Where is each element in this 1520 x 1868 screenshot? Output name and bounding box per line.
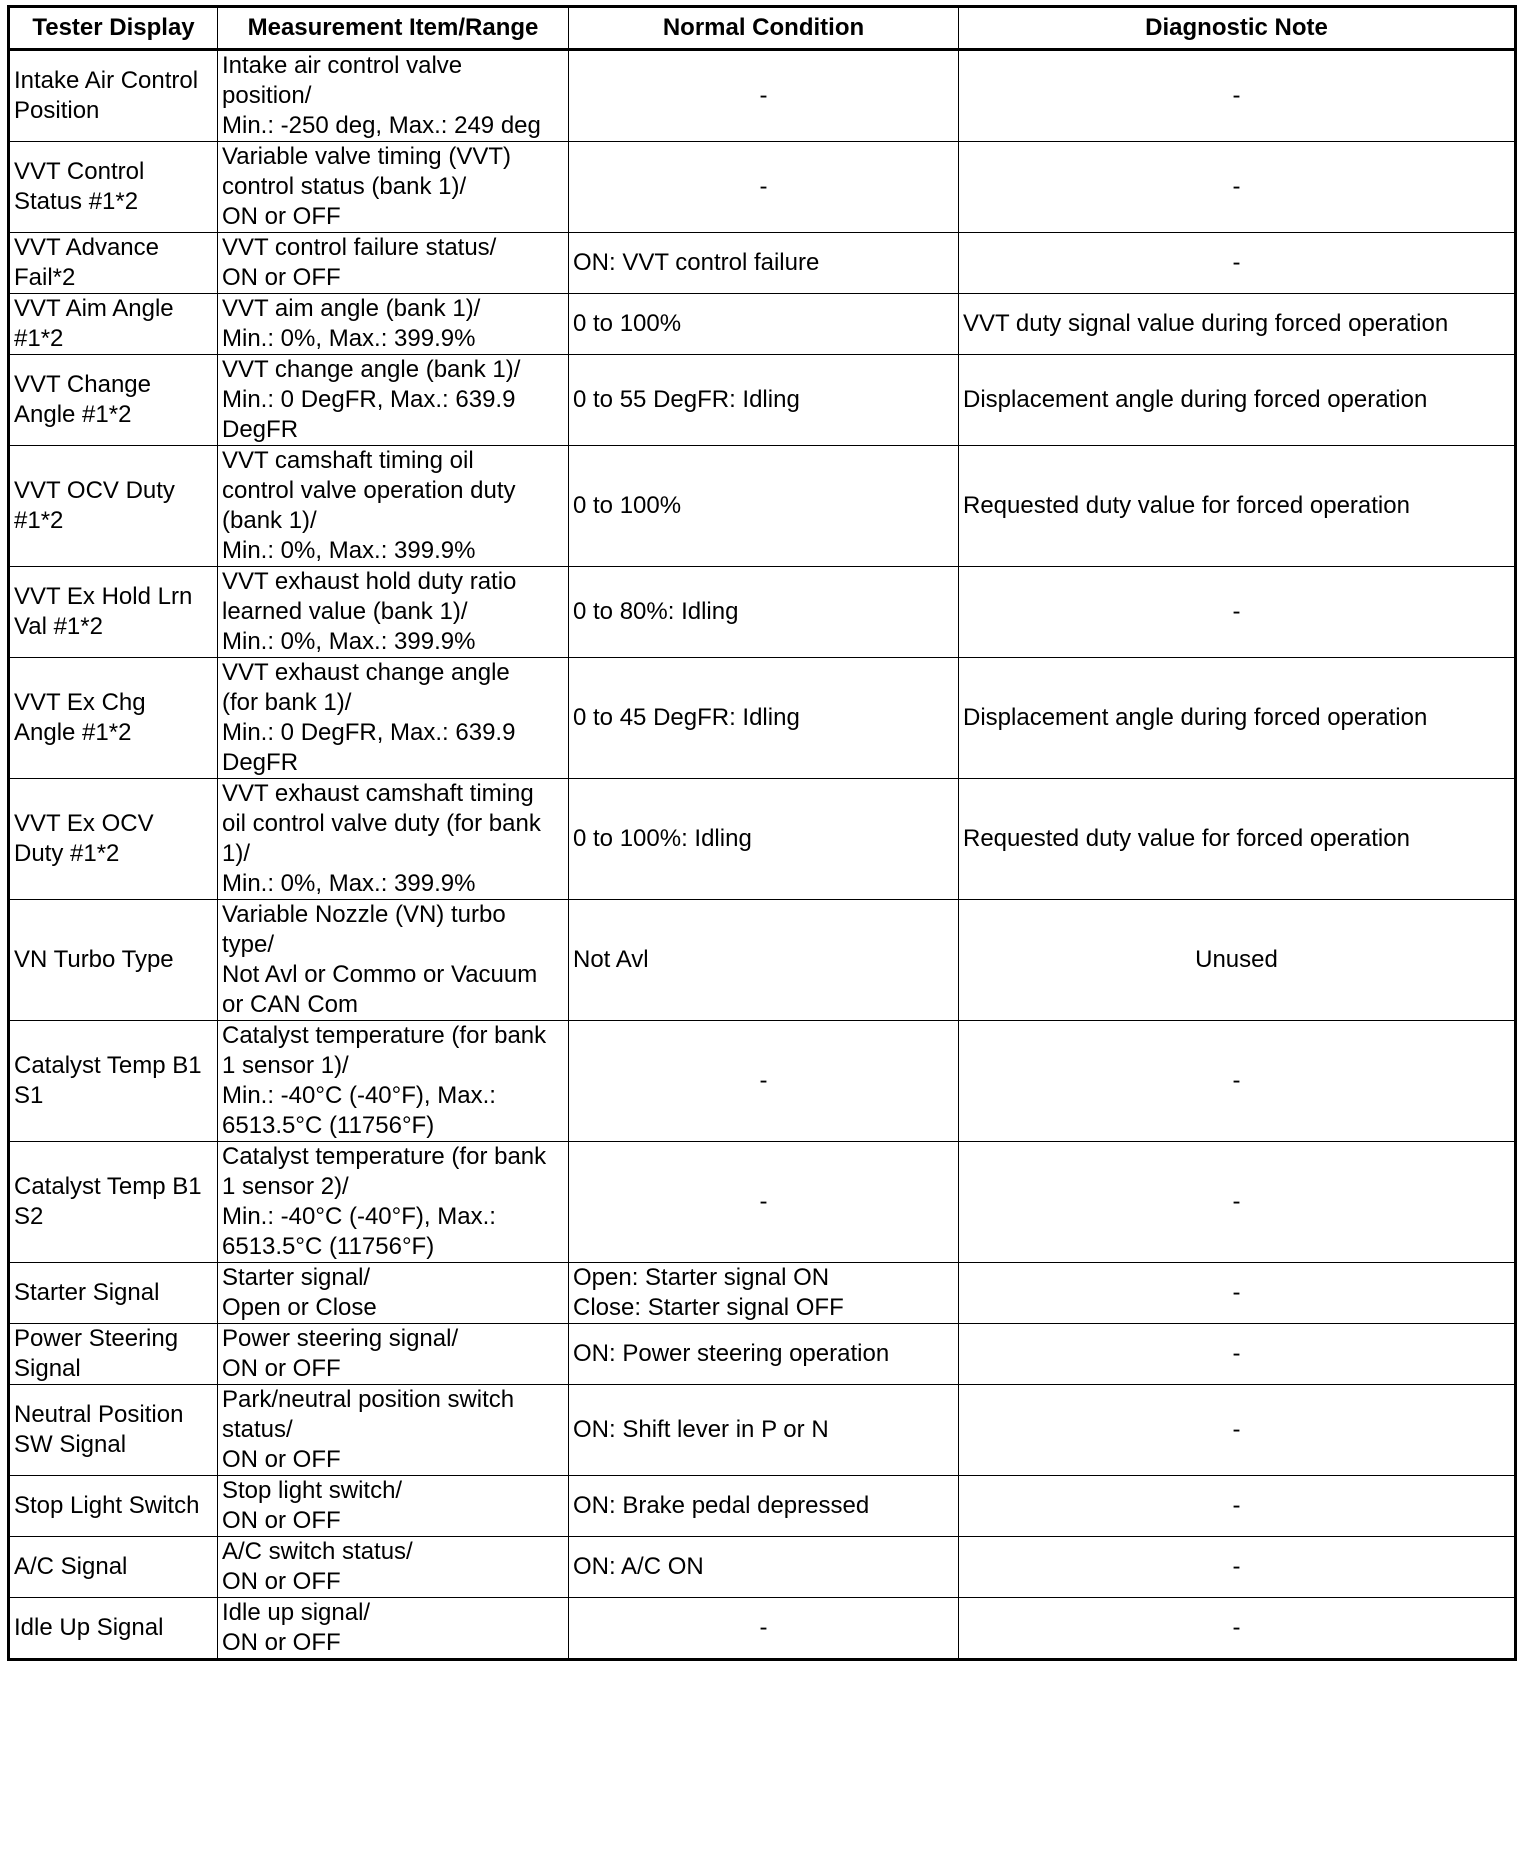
tester-display-cell: VVT Aim Angle #1*2 bbox=[9, 294, 218, 355]
measurement-item-cell: VVT aim angle (bank 1)/ Min.: 0%, Max.: 399.9% bbox=[218, 294, 569, 355]
table-header bbox=[9, 7, 1516, 50]
diagnostic-note-cell: - bbox=[959, 1021, 1516, 1142]
normal-condition-cell: ON: VVT control failure bbox=[569, 233, 959, 294]
diagnostic-note-cell: - bbox=[959, 1385, 1516, 1476]
header-diagnostic-note: Diagnostic Note bbox=[959, 7, 1516, 50]
measurement-item-cell: A/C switch status/ ON or OFF bbox=[218, 1537, 569, 1598]
table-row bbox=[9, 233, 1516, 294]
tester-display-cell: Idle Up Signal bbox=[9, 1598, 218, 1660]
normal-condition-cell: 0 to 100% bbox=[569, 294, 959, 355]
table-row bbox=[9, 1021, 1516, 1142]
diagnostic-note-cell: Displacement angle during forced operation bbox=[959, 658, 1516, 779]
tester-display-cell: VVT Ex OCV Duty #1*2 bbox=[9, 779, 218, 900]
measurement-item-cell: Intake air control valve position/ Min.: -250 deg, Max.: 249 deg bbox=[218, 50, 569, 142]
table-row bbox=[9, 567, 1516, 658]
diagnostic-note-cell: - bbox=[959, 1142, 1516, 1263]
tester-display-cell: Intake Air Control Position bbox=[9, 50, 218, 142]
normal-condition-cell: 0 to 100% bbox=[569, 446, 959, 567]
header-row bbox=[9, 7, 1516, 50]
measurement-item-cell: VVT camshaft timing oil control valve operation duty (bank 1)/ Min.: 0%, Max.: 399.9% bbox=[218, 446, 569, 567]
normal-condition-cell: - bbox=[569, 1142, 959, 1263]
table-row bbox=[9, 50, 1516, 142]
normal-condition-cell: Open: Starter signal ON Close: Starter signal OFF bbox=[569, 1263, 959, 1324]
diagnostic-note-cell: - bbox=[959, 567, 1516, 658]
table-row bbox=[9, 658, 1516, 779]
tester-display-cell: Stop Light Switch bbox=[9, 1476, 218, 1537]
measurement-item-cell: Stop light switch/ ON or OFF bbox=[218, 1476, 569, 1537]
diagnostic-note-cell: - bbox=[959, 1263, 1516, 1324]
header-tester-display: Tester Display bbox=[9, 7, 218, 50]
tester-display-cell: A/C Signal bbox=[9, 1537, 218, 1598]
tester-display-cell: VVT Ex Chg Angle #1*2 bbox=[9, 658, 218, 779]
normal-condition-cell: ON: Power steering operation bbox=[569, 1324, 959, 1385]
tester-display-cell: Catalyst Temp B1 S2 bbox=[9, 1142, 218, 1263]
table-row bbox=[9, 1598, 1516, 1660]
normal-condition-cell: Not Avl bbox=[569, 900, 959, 1021]
tester-display-cell: VVT Advance Fail*2 bbox=[9, 233, 218, 294]
tester-display-cell: VVT Control Status #1*2 bbox=[9, 142, 218, 233]
normal-condition-cell: - bbox=[569, 1021, 959, 1142]
normal-condition-cell: ON: Shift lever in P or N bbox=[569, 1385, 959, 1476]
diagnostic-note-cell: - bbox=[959, 50, 1516, 142]
tester-display-cell: VVT Ex Hold Lrn Val #1*2 bbox=[9, 567, 218, 658]
measurement-item-cell: Power steering signal/ ON or OFF bbox=[218, 1324, 569, 1385]
measurement-item-cell: Catalyst temperature (for bank 1 sensor 2)/ Min.: -40°C (-40°F), Max.: 6513.5°C (11756°F) bbox=[218, 1142, 569, 1263]
header-measurement-item: Measurement Item/Range bbox=[218, 7, 569, 50]
header-normal-condition: Normal Condition bbox=[569, 7, 959, 50]
measurement-item-cell: Variable Nozzle (VN) turbo type/ Not Avl or Commo or Vacuum or CAN Com bbox=[218, 900, 569, 1021]
diagnostic-note-cell: Requested duty value for forced operation bbox=[959, 446, 1516, 567]
diagnostic-note-cell: - bbox=[959, 233, 1516, 294]
table-row bbox=[9, 779, 1516, 900]
table-row bbox=[9, 1142, 1516, 1263]
measurement-item-cell: VVT exhaust camshaft timing oil control valve duty (for bank 1)/ Min.: 0%, Max.: 399.9% bbox=[218, 779, 569, 900]
table-row bbox=[9, 1476, 1516, 1537]
normal-condition-cell: - bbox=[569, 142, 959, 233]
table-row bbox=[9, 142, 1516, 233]
table-row bbox=[9, 1263, 1516, 1324]
diagnostic-note-cell: Requested duty value for forced operation bbox=[959, 779, 1516, 900]
diagnostic-note-cell: VVT duty signal value during forced operation bbox=[959, 294, 1516, 355]
measurement-item-cell: Park/neutral position switch status/ ON or OFF bbox=[218, 1385, 569, 1476]
measurement-item-cell: VVT exhaust hold duty ratio learned value (bank 1)/ Min.: 0%, Max.: 399.9% bbox=[218, 567, 569, 658]
tester-display-cell: Catalyst Temp B1 S1 bbox=[9, 1021, 218, 1142]
diagnostic-note-cell: Unused bbox=[959, 900, 1516, 1021]
tester-display-cell: VVT OCV Duty #1*2 bbox=[9, 446, 218, 567]
table-row bbox=[9, 446, 1516, 567]
diagnostic-note-cell: - bbox=[959, 1537, 1516, 1598]
tester-display-cell: Neutral Position SW Signal bbox=[9, 1385, 218, 1476]
table-row bbox=[9, 1385, 1516, 1476]
measurement-item-cell: Starter signal/ Open or Close bbox=[218, 1263, 569, 1324]
normal-condition-cell: ON: A/C ON bbox=[569, 1537, 959, 1598]
table-row bbox=[9, 900, 1516, 1021]
measurement-item-cell: VVT exhaust change angle (for bank 1)/ Min.: 0 DegFR, Max.: 639.9 DegFR bbox=[218, 658, 569, 779]
data-list-table bbox=[7, 5, 1517, 1661]
table-row bbox=[9, 355, 1516, 446]
table-row bbox=[9, 1324, 1516, 1385]
tester-display-cell: Power Steering Signal bbox=[9, 1324, 218, 1385]
normal-condition-cell: 0 to 45 DegFR: Idling bbox=[569, 658, 959, 779]
diagnostic-note-cell: - bbox=[959, 1324, 1516, 1385]
tester-display-cell: Starter Signal bbox=[9, 1263, 218, 1324]
tester-display-cell: VVT Change Angle #1*2 bbox=[9, 355, 218, 446]
tester-display-cell: VN Turbo Type bbox=[9, 900, 218, 1021]
diagnostic-note-cell: - bbox=[959, 1476, 1516, 1537]
normal-condition-cell: 0 to 100%: Idling bbox=[569, 779, 959, 900]
measurement-item-cell: Catalyst temperature (for bank 1 sensor 1)/ Min.: -40°C (-40°F), Max.: 6513.5°C (11756°F) bbox=[218, 1021, 569, 1142]
measurement-item-cell: Idle up signal/ ON or OFF bbox=[218, 1598, 569, 1660]
normal-condition-cell: 0 to 80%: Idling bbox=[569, 567, 959, 658]
measurement-item-cell: VVT control failure status/ ON or OFF bbox=[218, 233, 569, 294]
normal-condition-cell: ON: Brake pedal depressed bbox=[569, 1476, 959, 1537]
diagnostic-note-cell: Displacement angle during forced operation bbox=[959, 355, 1516, 446]
normal-condition-cell: 0 to 55 DegFR: Idling bbox=[569, 355, 959, 446]
normal-condition-cell: - bbox=[569, 1598, 959, 1660]
measurement-item-cell: Variable valve timing (VVT) control status (bank 1)/ ON or OFF bbox=[218, 142, 569, 233]
diagnostic-note-cell: - bbox=[959, 142, 1516, 233]
diagnostic-note-cell: - bbox=[959, 1598, 1516, 1660]
table-body bbox=[9, 50, 1516, 1660]
table-row bbox=[9, 294, 1516, 355]
table-row bbox=[9, 1537, 1516, 1598]
normal-condition-cell: - bbox=[569, 50, 959, 142]
measurement-item-cell: VVT change angle (bank 1)/ Min.: 0 DegFR, Max.: 639.9 DegFR bbox=[218, 355, 569, 446]
